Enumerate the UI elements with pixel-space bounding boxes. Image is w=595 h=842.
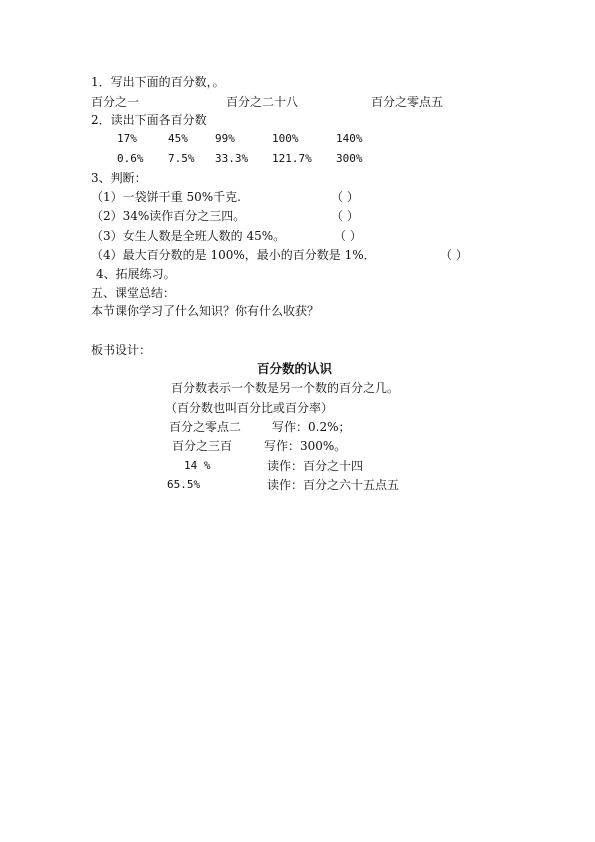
board-title: 百分数的认识 xyxy=(257,361,333,376)
board-row-3-right: 读作：百分之十四 xyxy=(267,459,364,473)
q1-item-1: 百分之一 xyxy=(91,95,140,109)
board-definition: 百分数表示一个数是另一个数的百分之几。 xyxy=(171,381,400,395)
q2-r1-c4: 100% xyxy=(272,132,299,145)
board-row-4-right: 读作：百分之六十五点五 xyxy=(267,478,400,492)
judge-item-1: （1）一袋饼干重 50%千克. xyxy=(91,190,241,204)
q2-r1-c1: 17% xyxy=(117,132,137,145)
q1-item-3: 百分之零点五 xyxy=(371,95,444,109)
judge-paren-2: （ ） xyxy=(331,209,359,223)
judge-item-3: （3）女生人数是全班人数的 45%。 xyxy=(91,229,286,243)
summary-title: 五、课堂总结： xyxy=(91,286,176,300)
judge-paren-4: （ ） xyxy=(440,248,468,262)
board-note: （百分数也叫百分比或百分率） xyxy=(165,401,334,415)
q2-r1-c3: 99% xyxy=(215,132,235,145)
board-label: 板书设计： xyxy=(91,343,152,357)
board-row-3-left: 14 % xyxy=(184,459,211,472)
q2-r1-c2: 45% xyxy=(168,132,188,145)
q2-r1-c5: 140% xyxy=(336,132,363,145)
board-row-1-right: 写作：0.2%； xyxy=(272,420,351,434)
board-row-2-right: 写作：300%。 xyxy=(264,439,347,453)
q2-r2-c4: 121.7% xyxy=(272,152,312,165)
q3-title: 3、判断： xyxy=(91,171,147,185)
judge-item-4: （4）最大百分数的是 100%，最小的百分数是 1%． xyxy=(91,248,376,262)
q2-title: 2．读出下面各百分数 xyxy=(91,113,207,127)
judge-paren-3: （ ） xyxy=(334,229,362,243)
q1-title: 1．写出下面的百分数，。 xyxy=(91,75,225,89)
board-row-2-left: 百分之三百 xyxy=(172,439,233,453)
q2-r2-c1: 0.6% xyxy=(117,152,144,165)
board-row-4-left: 65.5% xyxy=(167,478,201,491)
q1-item-2: 百分之二十八 xyxy=(226,95,299,109)
q4-title: 4、拓展练习。 xyxy=(96,267,176,281)
board-row-1-left: 百分之零点二 xyxy=(169,420,242,434)
judge-paren-1: （ ） xyxy=(331,190,359,204)
q2-r2-c3: 33.3% xyxy=(215,152,249,165)
judge-item-2: （2）34%读作百分之三四。 xyxy=(91,209,246,223)
q2-r2-c2: 7.5% xyxy=(168,152,195,165)
q2-r2-c5: 300% xyxy=(336,152,363,165)
summary-question: 本节课你学习了什么知识？你有什么收获？ xyxy=(91,304,320,318)
